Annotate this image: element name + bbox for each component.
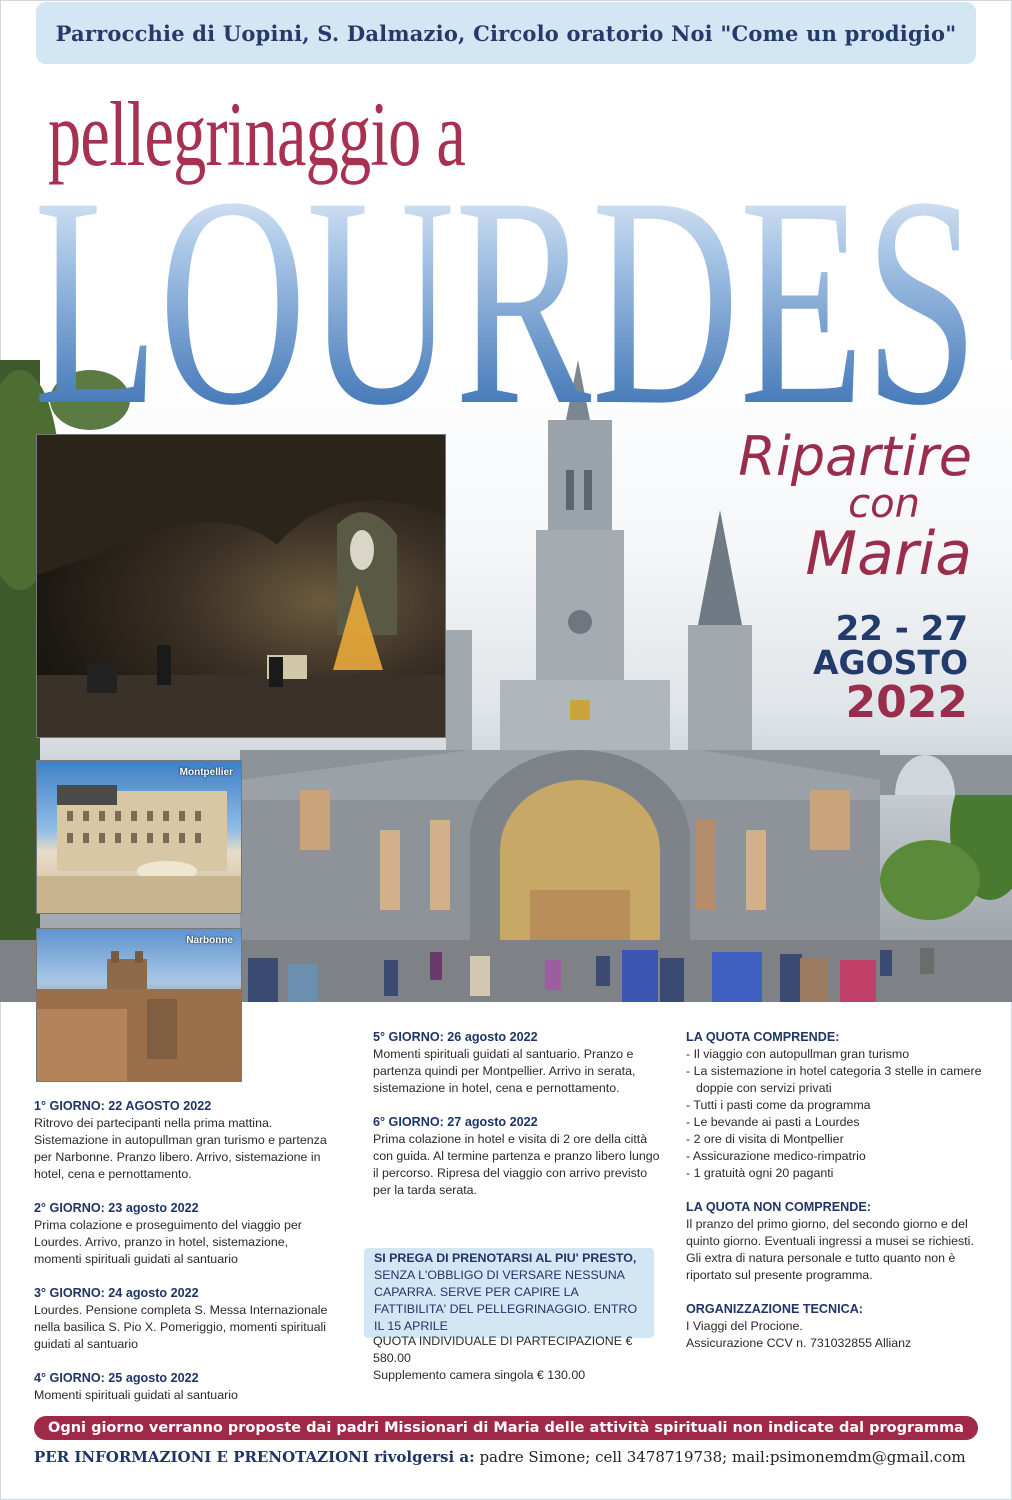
day-3-head: 3° GIORNO: 24 agosto 2022 bbox=[34, 1286, 199, 1300]
pricing-column bbox=[686, 1029, 986, 1369]
organization-line1: I Viaggi del Procione. bbox=[686, 1319, 803, 1333]
narbonne-caption: Narbonne bbox=[186, 935, 233, 946]
day-4-head: 4° GIORNO: 25 agosto 2022 bbox=[34, 1371, 199, 1385]
tagline-line3: Maria bbox=[805, 519, 972, 589]
includes-item: - 2 ore di visita di Montpellier bbox=[686, 1132, 844, 1146]
day-1 bbox=[34, 1098, 334, 1183]
quota-info bbox=[373, 1333, 663, 1384]
dates bbox=[812, 609, 968, 728]
grotto-illustration bbox=[37, 435, 445, 737]
organization-head: ORGANIZZAZIONE TECNICA: bbox=[686, 1302, 864, 1316]
day-2-text: Prima colazione e proseguimento del viaggio per Lourdes. Arrivo, pranzo in hotel, sistemazione, momenti spirituali guidati al santuario bbox=[34, 1218, 302, 1266]
includes-item: - Tutti i pasti come da programma bbox=[686, 1098, 871, 1112]
day-2 bbox=[34, 1200, 334, 1268]
day-4 bbox=[34, 1370, 334, 1404]
contact-line bbox=[34, 1448, 984, 1466]
day-5 bbox=[373, 1029, 663, 1097]
montpellier-illustration bbox=[37, 761, 241, 913]
notice-line2: SENZA L'OBBLIGO DI VERSARE NESSUNA CAPARRA. SERVE PER CAPIRE LA FATTIBILITA' DEL PELLEGRINAGGIO. ENTRO IL 15 APRILE bbox=[374, 1268, 638, 1333]
excludes-head: LA QUOTA NON COMPRENDE: bbox=[686, 1200, 871, 1214]
excludes-text: Il pranzo del primo giorno, del secondo giorno e del quinto giorno. Eventuali ingressi a musei se richiesti. Gli extra di natura personale e tutto quanto non è riportato sul presente programma. bbox=[686, 1217, 974, 1282]
day-5-text: Momenti spirituali guidati al santuario. Pranzo e partenza quindi per Montpellier. Arrivo in serata, sistemazione in hotel, cena e pernottamento. bbox=[373, 1047, 636, 1095]
header-bar bbox=[36, 2, 976, 64]
day-3 bbox=[34, 1285, 334, 1353]
excludes-block bbox=[686, 1199, 986, 1284]
date-month: AGOSTO bbox=[812, 643, 968, 682]
day-2-head: 2° GIORNO: 23 agosto 2022 bbox=[34, 1201, 199, 1215]
includes-list bbox=[686, 1046, 986, 1182]
includes-item: - 1 gratuità ogni 20 paganti bbox=[686, 1166, 834, 1180]
quota-label: QUOTA INDIVIDUALE DI PARTECIPAZIONE € 580.00 bbox=[373, 1334, 633, 1365]
includes-item: - La sistemazione in hotel categoria 3 stelle in camere doppie con servizi privati bbox=[686, 1064, 982, 1095]
title-pre: pellegrinaggio a bbox=[48, 83, 466, 185]
montpellier-photo bbox=[36, 760, 242, 914]
organization-block bbox=[686, 1301, 986, 1352]
montpellier-caption: Montpellier bbox=[179, 767, 233, 778]
includes-block bbox=[686, 1029, 986, 1182]
date-range: 22 - 27 bbox=[835, 609, 968, 649]
date-year: 2022 bbox=[845, 677, 968, 728]
grotto-photo bbox=[36, 434, 446, 738]
day-6-head: 6° GIORNO: 27 agosto 2022 bbox=[373, 1115, 538, 1129]
day-6-text: Prima colazione in hotel e visita di 2 ore della città con guida. Al termine partenza e pranzo libero lungo il percorso. Ripresa del viaggio con arrivo previsto per la tarda serata. bbox=[373, 1132, 660, 1197]
day-1-text: Ritrovo dei partecipanti nella prima mattina. Sistemazione in autopullman gran turismo e partenza per Narbonne. Pranzo libero. Arrivo, sistemazione in hotel, cena e pernottamento. bbox=[34, 1116, 327, 1181]
lourdes-title-wrapper bbox=[0, 150, 1012, 420]
narbonne-illustration bbox=[37, 929, 241, 1081]
quota-single: Supplemento camera singola € 130.00 bbox=[373, 1368, 586, 1382]
includes-item: - Il viaggio con autopullman gran turismo bbox=[686, 1047, 910, 1061]
itinerary-column-1 bbox=[34, 1098, 334, 1421]
tagline-line2: con bbox=[848, 481, 920, 527]
day-3-text: Lourdes. Pensione completa S. Messa Internazionale nella basilica S. Pio X. Pomeriggio, momenti spirituali guidati al santuario bbox=[34, 1303, 328, 1351]
lourdes-title-svg bbox=[0, 150, 1012, 420]
includes-head: LA QUOTA COMPRENDE: bbox=[686, 1030, 840, 1044]
day-5-head: 5° GIORNO: 26 agosto 2022 bbox=[373, 1030, 538, 1044]
contact-label: PER INFORMAZIONI E PRENOTAZIONI rivolgersi a: bbox=[34, 1448, 475, 1466]
lourdes-title: LOURDES bbox=[33, 150, 979, 420]
itinerary-column-2 bbox=[373, 1029, 663, 1216]
organization-line2: Assicurazione CCV n. 731032855 Allianz bbox=[686, 1336, 912, 1350]
day-4-text: Momenti spirituali guidati al santuario bbox=[34, 1388, 238, 1402]
includes-item: - Assicurazione medico-rimpatrio bbox=[686, 1149, 866, 1163]
footer-band-text: Ogni giorno verranno proposte dai padri Missionari di Maria delle attività spirituali non indicate dal programma bbox=[48, 1420, 964, 1436]
header-text: Parrocchie di Uopini, S. Dalmazio, Circolo oratorio Noi "Come un prodigio" bbox=[55, 20, 957, 46]
day-6 bbox=[373, 1114, 663, 1199]
footer-band bbox=[34, 1416, 978, 1440]
contact-text: padre Simone; cell 3478719738; mail:psimonemdm@gmail.com bbox=[474, 1448, 966, 1466]
notice-line1: SI PREGA DI PRENOTARSI AL PIU' PRESTO, bbox=[374, 1251, 637, 1265]
tagline-line1: Ripartire bbox=[738, 425, 972, 488]
tagline bbox=[672, 425, 972, 589]
narbonne-photo bbox=[36, 928, 242, 1082]
includes-item: - Le bevande ai pasti a Lourdes bbox=[686, 1115, 860, 1129]
day-1-head: 1° GIORNO: 22 AGOSTO 2022 bbox=[34, 1099, 212, 1113]
booking-notice bbox=[364, 1248, 654, 1338]
